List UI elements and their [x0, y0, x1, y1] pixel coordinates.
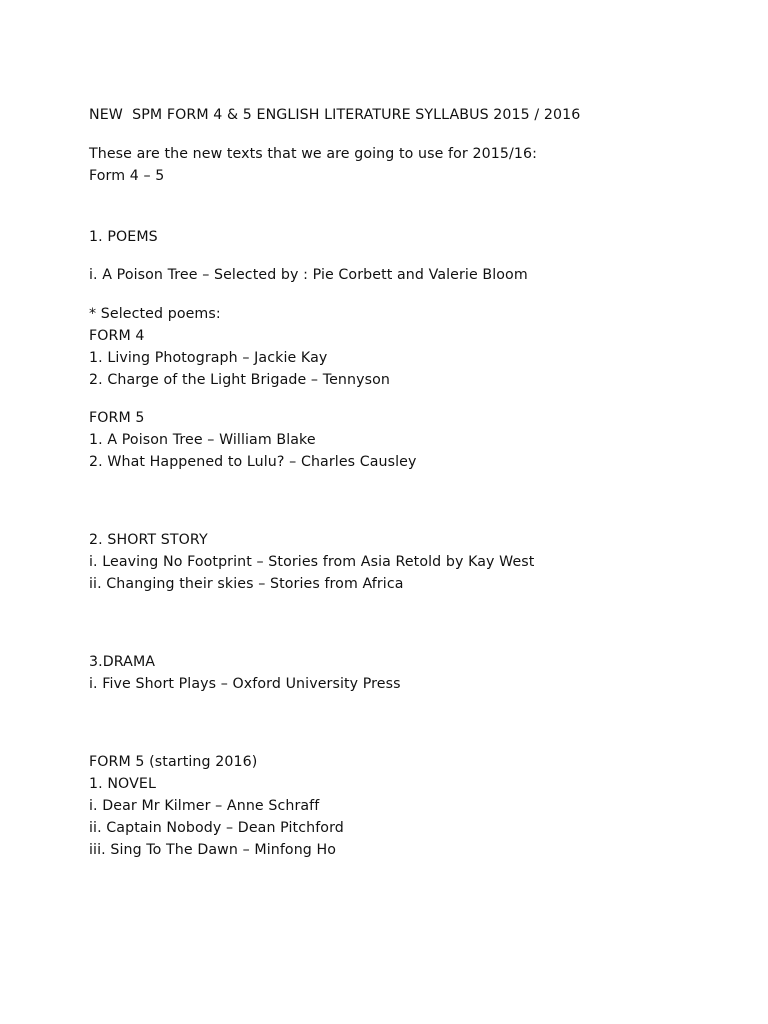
- poems-anthology: i. A Poison Tree – Selected by : Pie Corbett and Valerie Bloom: [89, 267, 528, 283]
- document-page: [89, 0, 739, 1024]
- list-item: i. Dear Mr Kilmer – Anne Schraff: [89, 798, 320, 814]
- list-item: 2. Charge of the Light Brigade – Tennyson: [89, 372, 390, 388]
- novel-form-label: FORM 5 (starting 2016): [89, 754, 258, 770]
- drama-heading: 3.DRAMA: [89, 654, 156, 670]
- list-item: i. Leaving No Footprint – Stories from Asia Retold by Kay West: [89, 554, 535, 570]
- list-item: ii. Changing their skies – Stories from Africa: [89, 576, 404, 592]
- intro-form-range: Form 4 – 5: [89, 168, 165, 184]
- list-item: 1. A Poison Tree – William Blake: [89, 432, 316, 448]
- list-item: 2. What Happened to Lulu? – Charles Causley: [89, 454, 417, 470]
- form5-label: FORM 5: [89, 410, 145, 426]
- list-item: 1. Living Photograph – Jackie Kay: [89, 350, 328, 366]
- list-item: ii. Captain Nobody – Dean Pitchford: [89, 820, 344, 836]
- selected-poems-label: * Selected poems:: [89, 306, 221, 322]
- form4-label: FORM 4: [89, 328, 145, 344]
- document-title: NEW SPM FORM 4 & 5 ENGLISH LITERATURE SYLLABUS 2015 / 2016: [89, 107, 581, 123]
- list-item: i. Five Short Plays – Oxford University Press: [89, 676, 401, 692]
- intro-text: These are the new texts that we are going to use for 2015/16:: [89, 146, 537, 162]
- short-story-heading: 2. SHORT STORY: [89, 532, 208, 548]
- novel-heading: 1. NOVEL: [89, 776, 156, 792]
- poems-heading: 1. POEMS: [89, 229, 158, 245]
- list-item: iii. Sing To The Dawn – Minfong Ho: [89, 842, 337, 858]
